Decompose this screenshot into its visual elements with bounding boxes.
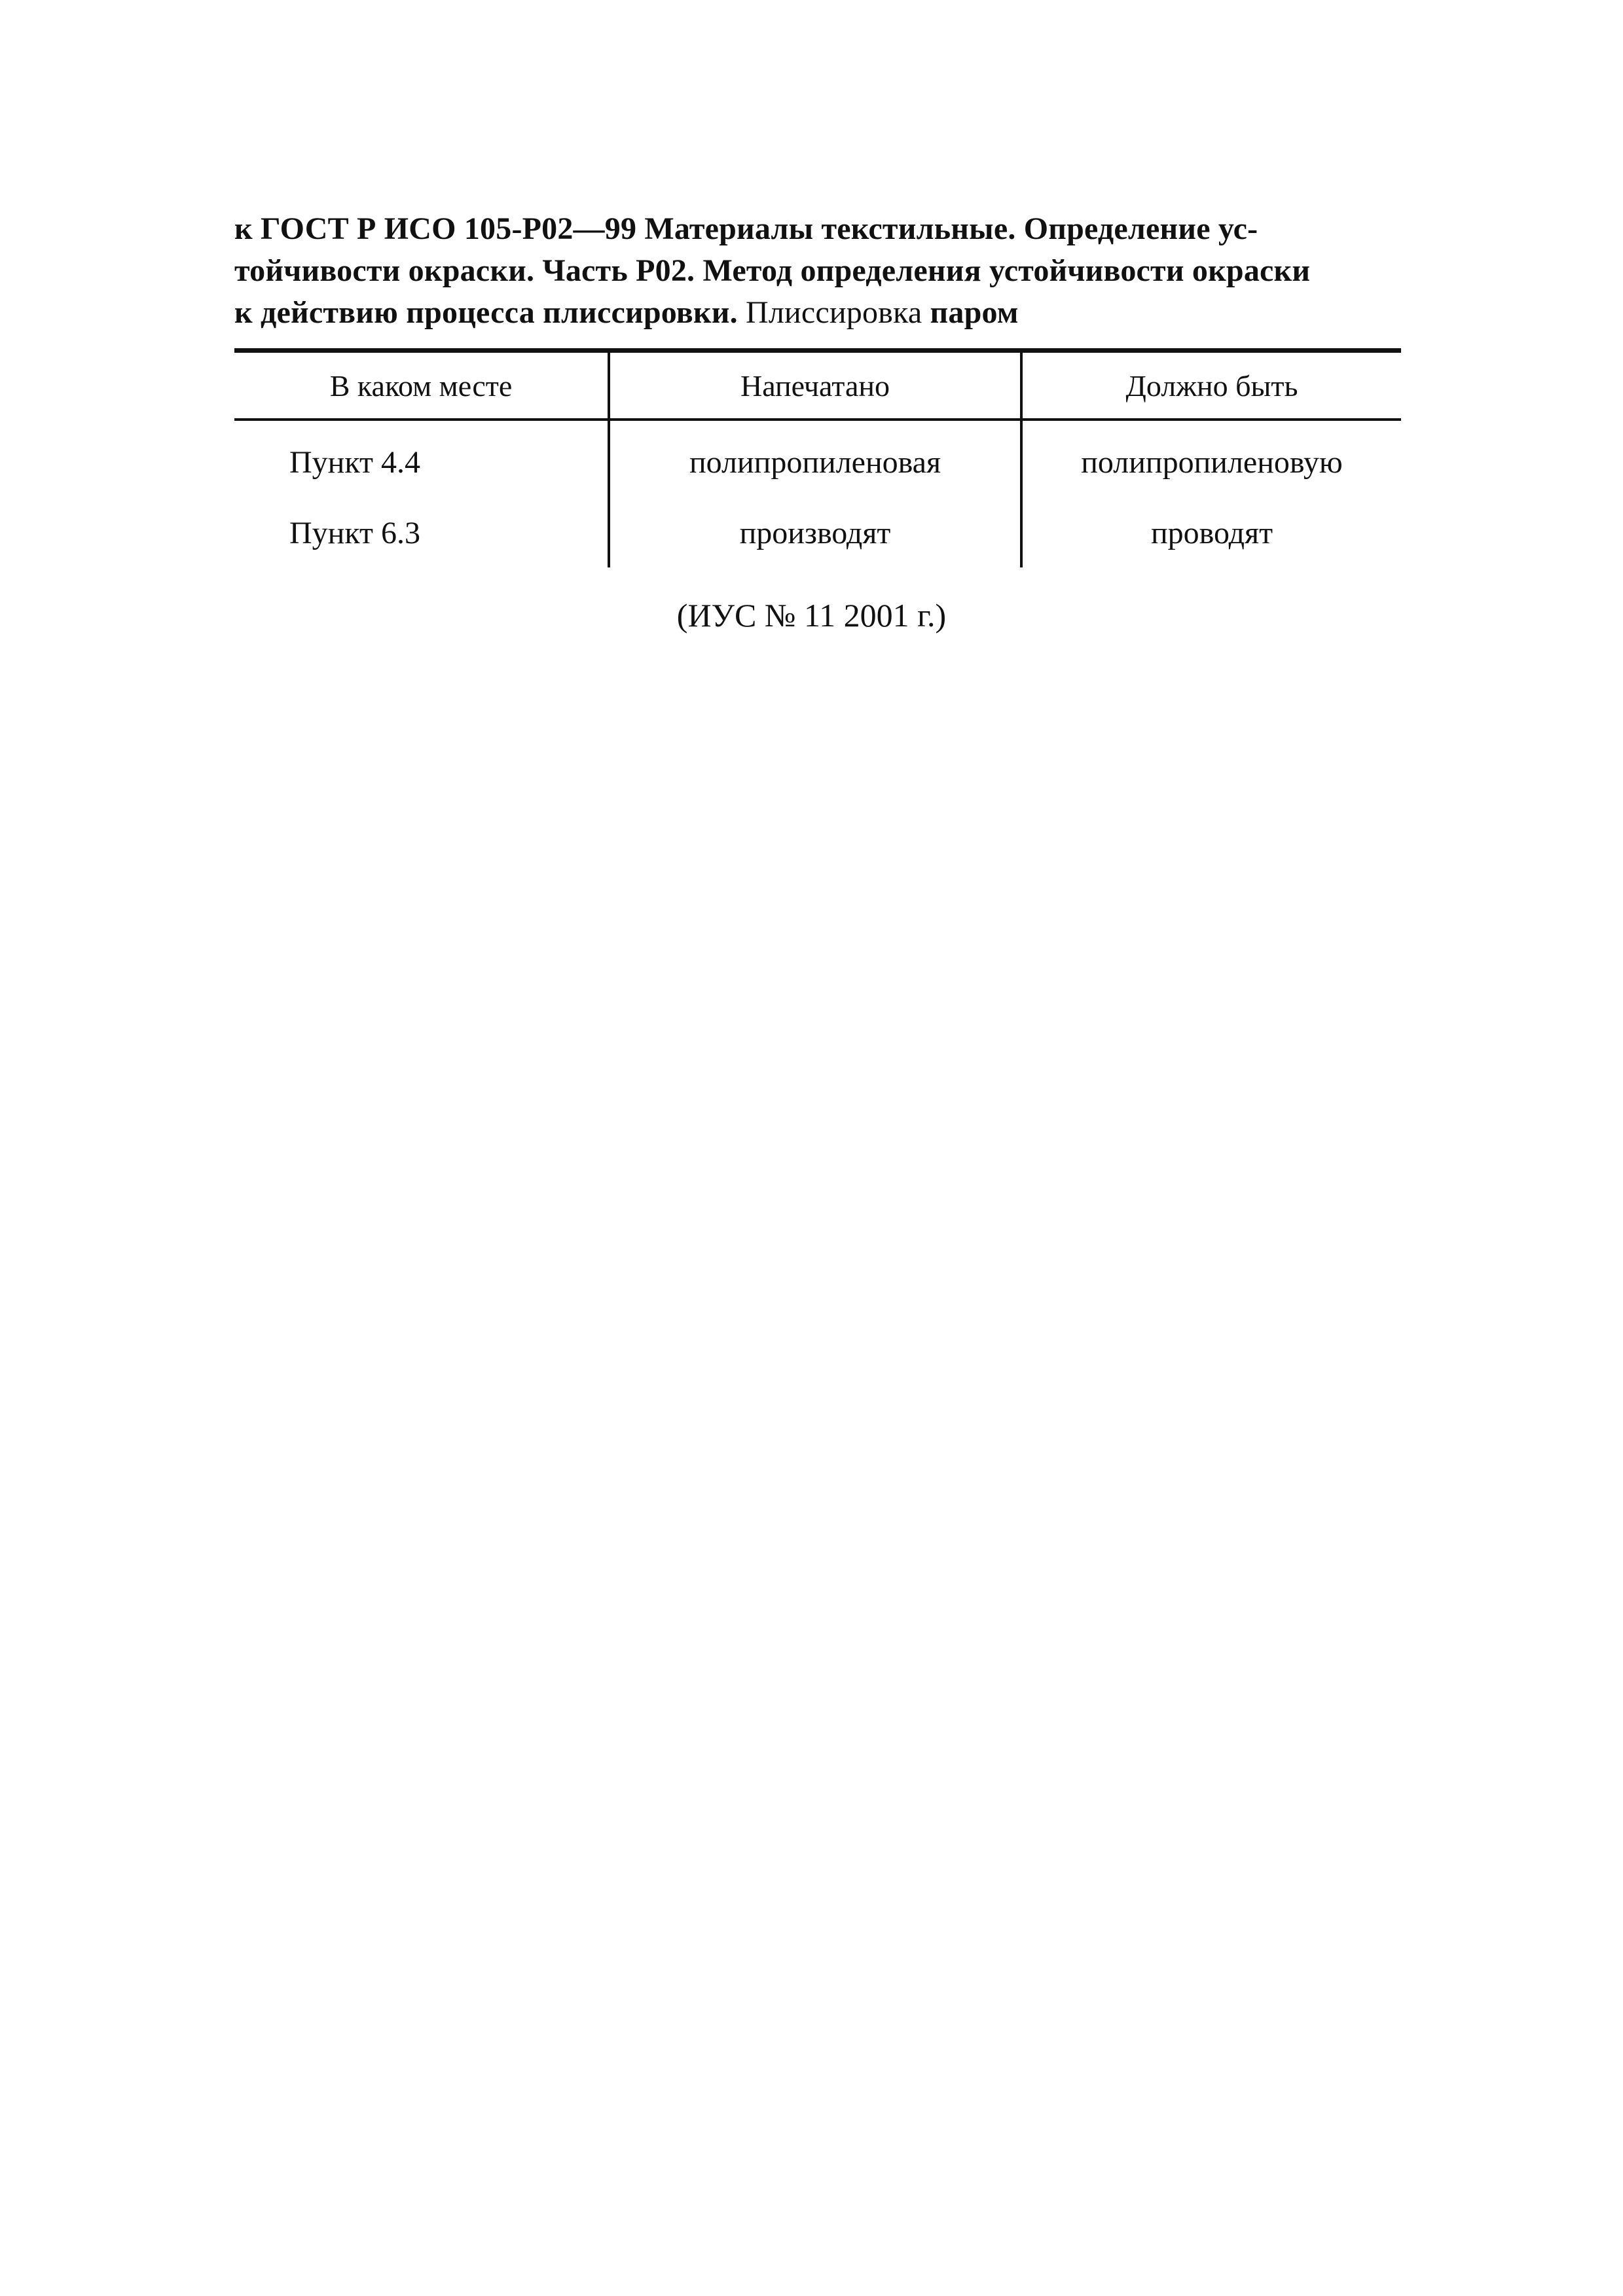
cell-location: Пункт 6.3 xyxy=(289,515,421,550)
heading-line-3-normal: Плиссировка xyxy=(737,295,922,330)
heading-line-3-bold: к действию процесса плиссировки. xyxy=(234,295,738,330)
cell-printed: полипропиленовая xyxy=(609,420,1021,498)
table-row xyxy=(234,498,1401,567)
cell-location: Пункт 4.4 xyxy=(289,444,421,480)
heading-line-2: тойчивости окраски. Часть Р02. Метод определения устойчивости окраски xyxy=(234,253,1311,288)
header-location: В каком месте xyxy=(234,353,609,420)
corrections-table-container xyxy=(234,348,1401,567)
header-printed: Напечатано xyxy=(609,353,1021,420)
table-top-rule xyxy=(234,348,1401,353)
heading-line-3 xyxy=(234,292,1400,334)
heading-line-1: к ГОСТ Р ИСО 105-Р02—99 Материалы текстильные. Определение ус- xyxy=(234,211,1258,246)
cell-should-be: проводят xyxy=(1021,498,1401,567)
table-header-row xyxy=(234,353,1401,420)
cell-printed: производят xyxy=(609,498,1021,567)
heading-line-3-bold-end: паром xyxy=(922,295,1019,330)
cell-should-be: полипропиленовую xyxy=(1021,420,1401,498)
publication-note: (ИУС № 11 2001 г.) xyxy=(676,597,947,634)
table-row xyxy=(234,420,1401,498)
amendment-heading xyxy=(234,208,1400,334)
header-should-be: Должно быть xyxy=(1021,353,1401,420)
corrections-table xyxy=(234,353,1401,567)
